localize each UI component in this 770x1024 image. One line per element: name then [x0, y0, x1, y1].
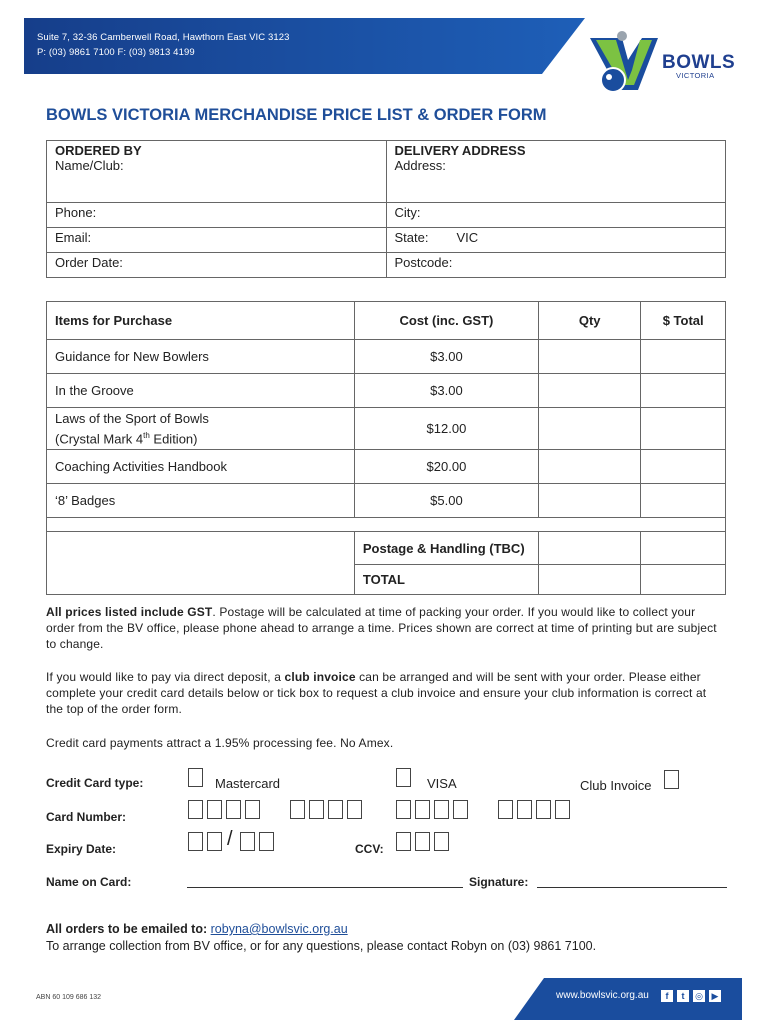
youtube-icon[interactable]: ▶ [709, 990, 721, 1002]
ccv-box-1[interactable] [396, 832, 411, 851]
email-field[interactable] [47, 228, 387, 253]
ccv-label: CCV: [355, 842, 384, 856]
col-header-items: Items for Purchase [47, 302, 355, 340]
postage-total-field[interactable] [641, 532, 726, 565]
ccv-box-2[interactable] [415, 832, 430, 851]
name-on-card-field[interactable] [187, 872, 463, 888]
signature-field[interactable] [537, 872, 727, 888]
card-number-label: Card Number: [46, 810, 127, 824]
col-header-total: $ Total [641, 302, 726, 340]
state-label: State: [394, 230, 429, 245]
item-name: Coaching Activities Handbook [47, 450, 355, 484]
gst-note [46, 604, 726, 652]
items-table [46, 301, 726, 595]
deposit-note-bold: club invoice [284, 670, 356, 684]
twitter-icon[interactable]: t [677, 990, 689, 1002]
ordered-by-heading: ORDERED BY [55, 143, 142, 158]
card-digit-box[interactable] [555, 800, 570, 819]
card-digit-box[interactable] [226, 800, 241, 819]
order-date-label: Order Date: [55, 255, 123, 270]
email-label: Email: [55, 230, 92, 245]
ordered-by-table [46, 140, 726, 278]
postcode-field[interactable] [386, 253, 726, 278]
qty-field[interactable] [539, 340, 641, 374]
mastercard-checkbox[interactable] [188, 768, 203, 787]
deposit-note-post: can be arranged and will be sent with your order. Please either complete your credit card details below or tick box to request a club invoice and ensure your club information is correct at the top of the order form. [46, 670, 707, 716]
website-link[interactable]: www.bowlsvic.org.au [556, 990, 649, 1001]
email-instruction [46, 922, 348, 936]
city-label: City: [394, 205, 421, 220]
order-date-field[interactable] [47, 253, 387, 278]
item-name: In the Groove [47, 374, 355, 408]
visa-label: VISA [427, 776, 457, 791]
item-cost: $20.00 [354, 450, 538, 484]
abn-text: ABN 60 109 686 132 [36, 994, 101, 1001]
blank-cell [47, 532, 355, 595]
fee-note: Credit card payments attract a 1.95% processing fee. No Amex. [46, 736, 394, 750]
mastercard-label: Mastercard [215, 776, 281, 791]
postcode-label: Postcode: [394, 255, 453, 270]
table-row [47, 408, 726, 450]
gst-note-text: . Postage will be calculated at time of packing your order. If you would like to collect your order from the BV office, please phone ahead to arrange a time. Prices shown are correct at time of printing but are subject to change. [46, 605, 717, 651]
expiry-slash: / [227, 828, 233, 850]
header-address: Suite 7, 32-36 Camberwell Road, Hawthorn East VIC 3123 [37, 32, 290, 43]
expiry-month-box-2[interactable] [207, 832, 222, 851]
ordered-by-cell[interactable] [47, 141, 387, 203]
card-digit-box[interactable] [434, 800, 449, 819]
card-digit-box[interactable] [347, 800, 362, 819]
club-invoice-checkbox[interactable] [664, 770, 679, 789]
name-on-card-label: Name on Card: [46, 875, 132, 889]
card-digit-box[interactable] [309, 800, 324, 819]
item-cost: $3.00 [354, 340, 538, 374]
phone-label: Phone: [55, 205, 97, 220]
delivery-address-cell[interactable] [386, 141, 726, 203]
total-label: TOTAL [354, 565, 538, 595]
expiry-label: Expiry Date: [46, 842, 117, 856]
page-title: BOWLS VICTORIA MERCHANDISE PRICE LIST & ORDER FORM [46, 106, 547, 124]
card-type-label: Credit Card type: [46, 776, 144, 790]
items-header-row [47, 302, 726, 340]
card-digit-box[interactable] [207, 800, 222, 819]
card-digit-box[interactable] [536, 800, 551, 819]
card-digit-box[interactable] [498, 800, 513, 819]
total-qty [539, 565, 641, 595]
signature-label: Signature: [469, 875, 529, 889]
table-row [47, 450, 726, 484]
expiry-year-box-2[interactable] [259, 832, 274, 851]
qty-field[interactable] [539, 374, 641, 408]
city-field[interactable] [386, 203, 726, 228]
col-header-cost: Cost (inc. GST) [354, 302, 538, 340]
table-row [47, 340, 726, 374]
item-name-sup: th [143, 431, 150, 440]
gst-note-bold: All prices listed include GST [46, 605, 213, 619]
expiry-year-box-1[interactable] [240, 832, 255, 851]
card-digit-box[interactable] [453, 800, 468, 819]
instagram-icon[interactable]: ◎ [693, 990, 705, 1002]
state-field[interactable] [386, 228, 726, 253]
qty-field[interactable] [539, 484, 641, 518]
total-field[interactable] [641, 484, 726, 518]
email-instruction-label: All orders to be emailed to: [46, 922, 211, 936]
facebook-icon[interactable]: f [661, 990, 673, 1002]
collection-note: To arrange collection from BV office, or for any questions, please contact Robyn on (03) 9861 7100. [46, 939, 597, 953]
total-field[interactable] [641, 374, 726, 408]
item-cost: $12.00 [354, 408, 538, 450]
table-row [47, 374, 726, 408]
grand-total-field[interactable] [641, 565, 726, 595]
item-name [47, 408, 355, 450]
visa-checkbox[interactable] [396, 768, 411, 787]
name-club-label: Name/Club: [55, 158, 124, 173]
logo-subtext: VICTORIA [676, 71, 715, 80]
qty-field[interactable] [539, 408, 641, 450]
postage-row [47, 532, 726, 565]
spacer-row [47, 518, 726, 532]
total-field[interactable] [641, 340, 726, 374]
item-cost: $5.00 [354, 484, 538, 518]
col-header-qty: Qty [539, 302, 641, 340]
card-digit-box[interactable] [328, 800, 343, 819]
item-name-line1: Laws of the Sport of Bowls [55, 411, 209, 426]
card-digit-box[interactable] [415, 800, 430, 819]
card-digit-box[interactable] [290, 800, 305, 819]
header-phone-fax: P: (03) 9861 7100 F: (03) 9813 4199 [37, 47, 195, 58]
postage-label: Postage & Handling (TBC) [354, 532, 538, 565]
item-name: ‘8’ Badges [47, 484, 355, 518]
item-name-line2: (Crystal Mark 4 [55, 431, 144, 447]
logo-text: BOWLS [662, 52, 736, 73]
item-name-line2-end: Edition) [149, 431, 198, 447]
postage-qty [539, 532, 641, 565]
qty-field[interactable] [539, 450, 641, 484]
card-digit-box[interactable] [245, 800, 260, 819]
email-link[interactable]: robyna@bowlsvic.org.au [210, 922, 348, 936]
total-field[interactable] [641, 450, 726, 484]
phone-field[interactable] [47, 203, 387, 228]
card-digit-box[interactable] [517, 800, 532, 819]
expiry-month-box-1[interactable] [188, 832, 203, 851]
item-cost: $3.00 [354, 374, 538, 408]
ccv-box-3[interactable] [434, 832, 449, 851]
card-digit-box[interactable] [396, 800, 411, 819]
club-invoice-label: Club Invoice [580, 778, 652, 793]
address-label: Address: [394, 158, 446, 173]
item-name: Guidance for New Bowlers [47, 340, 355, 374]
table-row [47, 484, 726, 518]
deposit-note [46, 669, 726, 717]
total-field[interactable] [641, 408, 726, 450]
delivery-address-heading: DELIVERY ADDRESS [394, 143, 526, 158]
card-digit-box[interactable] [188, 800, 203, 819]
deposit-note-pre: If you would like to pay via direct deposit, a [46, 670, 285, 684]
state-value: VIC [456, 230, 479, 245]
